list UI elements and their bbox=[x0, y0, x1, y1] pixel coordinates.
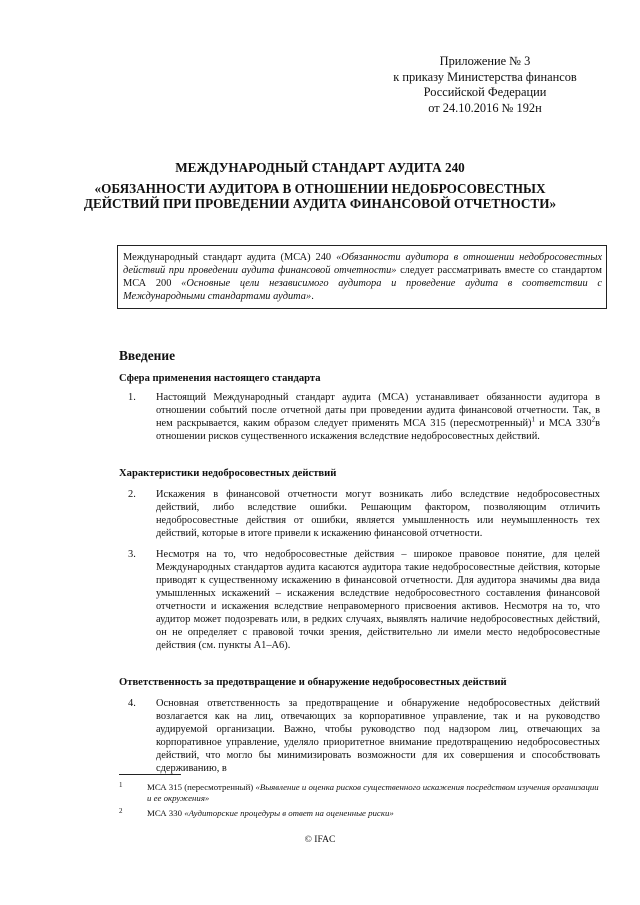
subtitle-line-2: ДЕЙСТВИЙ ПРИ ПРОВЕДЕНИИ АУДИТА ФИНАНСОВОЙ ОТЧЕТНОСТИ» bbox=[83, 196, 557, 211]
standard-subtitle bbox=[0, 181, 640, 211]
paragraph-3 bbox=[119, 548, 600, 652]
subtitle-line-1: «ОБЯЗАННОСТИ АУДИТОРА В ОТНОШЕНИИ НЕДОБРОСОВЕСТНЫХ bbox=[94, 181, 546, 196]
footnote-body bbox=[147, 808, 600, 819]
footnote-separator bbox=[119, 774, 181, 775]
footnote-ref-1[interactable]: 1 bbox=[531, 415, 536, 424]
footnote-mark: 2 bbox=[119, 807, 123, 815]
footnote-title: «Аудиторские процедуры в ответ на оцененные риски» bbox=[184, 808, 394, 818]
subsection-heading-responsibility: Ответственность за предотвращение и обнаружение недобросовестных действий bbox=[119, 677, 507, 688]
paragraph-body: Основная ответственность за предотвращение и обнаружение недобросовестных действий возлагается как на лиц, отвечающих за корпоративное управление, так и на руководство аудируемой организации. Важно, чтобы руководство под надзором лиц, отвечающих за корпоративное управление, уделяло приоритетное внимание предотвращению недобросовестных действий, что могло бы минимизировать возможности для их совершения и способствовать сдерживанию, в bbox=[156, 698, 600, 774]
intro-text-1: Международный стандарт аудита (МСА) 240 bbox=[123, 252, 337, 263]
section-heading-introduction: Введение bbox=[119, 348, 176, 363]
paragraph-4 bbox=[119, 697, 600, 775]
intro-related-standard: «Основные цели независимого аудитора и проведение аудита в соответствии с Международными стандартами аудита» bbox=[123, 278, 603, 302]
paragraph-text: и МСА 330 bbox=[535, 418, 592, 429]
paragraph-2 bbox=[119, 488, 600, 540]
footnote-ref-2[interactable]: 2 bbox=[591, 415, 596, 424]
paragraph-number: 3. bbox=[128, 549, 136, 560]
order-reference: к приказу Министерства финансов bbox=[393, 69, 577, 84]
copyright-footer: © IFAC bbox=[304, 834, 336, 845]
subsection-heading-scope: Сфера применения настоящего стандарта bbox=[119, 373, 321, 384]
footnote-text: МСА 315 (пересмотренный) bbox=[147, 782, 256, 792]
intro-standard-title: «Обязанности аудитора в отношении недобросовестных действий при проведении аудита финансовой отчетности» bbox=[123, 252, 602, 276]
paragraph-body: Несмотря на то, что недобросовестные действия – широкое правовое понятие, для целей Международных стандартов аудита касаются аудитора такие недобросовестные действия, которые приводят к существенному искажению в финансовой отчетности. Для аудитора значимы два вида умышленных искажений – искажения вследствие недобросовестного составления финансовой отчетности и искажения вследствие неправомерного присвоения активов. Несмотря на то, что аудитор может подозревать или, в редких случаях, выявлять наличие недобросовестных действий, он не определяет с правовой точки зрения, действительно ли имели место недобросовестные действия (см. пункты A1–A6). bbox=[156, 549, 600, 651]
subsection-heading-characteristics: Характеристики недобросовестных действий bbox=[119, 468, 337, 479]
footnote-mark: 1 bbox=[119, 781, 123, 789]
paragraph-body: Искажения в финансовой отчетности могут возникать либо вследствие недобросовестных действий, либо вследствие ошибки. Решающим фактором, позволяющим отличить недобросовестные действия от ошибки, является умышленность или неумышленность тех действий, которые в итоге привели к искажению финансовой отчетности. bbox=[156, 489, 600, 539]
appendix-header bbox=[385, 54, 585, 116]
intro-text-3: . bbox=[311, 291, 314, 302]
paragraph-number: 1. bbox=[128, 392, 136, 403]
paragraph-body bbox=[156, 391, 600, 443]
footnote-1 bbox=[119, 782, 600, 804]
appendix-number: Приложение № 3 bbox=[439, 54, 531, 68]
intro-text-2: следует рассматривать вместе со стандартом МСА 200 bbox=[123, 265, 602, 289]
standard-title: МЕЖДУНАРОДНЫЙ СТАНДАРТ АУДИТА 240 bbox=[175, 160, 465, 175]
order-date: от 24.10.2016 № 192н bbox=[428, 100, 542, 115]
country-name: Российской Федерации bbox=[423, 85, 547, 99]
paragraph-number: 2. bbox=[128, 489, 136, 500]
footnote-text: МСА 330 bbox=[147, 808, 185, 818]
intro-note-box bbox=[117, 245, 607, 309]
paragraph-text: в отношении рисков существенного искажения вследствие недобросовестных действий. bbox=[156, 418, 600, 442]
paragraph-text: Настоящий Международный стандарт аудита (МСА) устанавливает обязанности аудитора в отношении событий после отчетной даты при проведении аудита финансовой отчетности. Так, в нем раскрывается, каким образом следует применять МСА 315 (пересмотренный) bbox=[156, 392, 600, 429]
footnote-title: «Выявление и оценка рисков существенного искажения посредством изучения организации и ее окружения» bbox=[147, 782, 599, 803]
footnote-2 bbox=[119, 808, 600, 819]
paragraph-1 bbox=[119, 391, 600, 443]
footnote-body bbox=[147, 782, 600, 804]
paragraph-number: 4. bbox=[128, 698, 136, 709]
